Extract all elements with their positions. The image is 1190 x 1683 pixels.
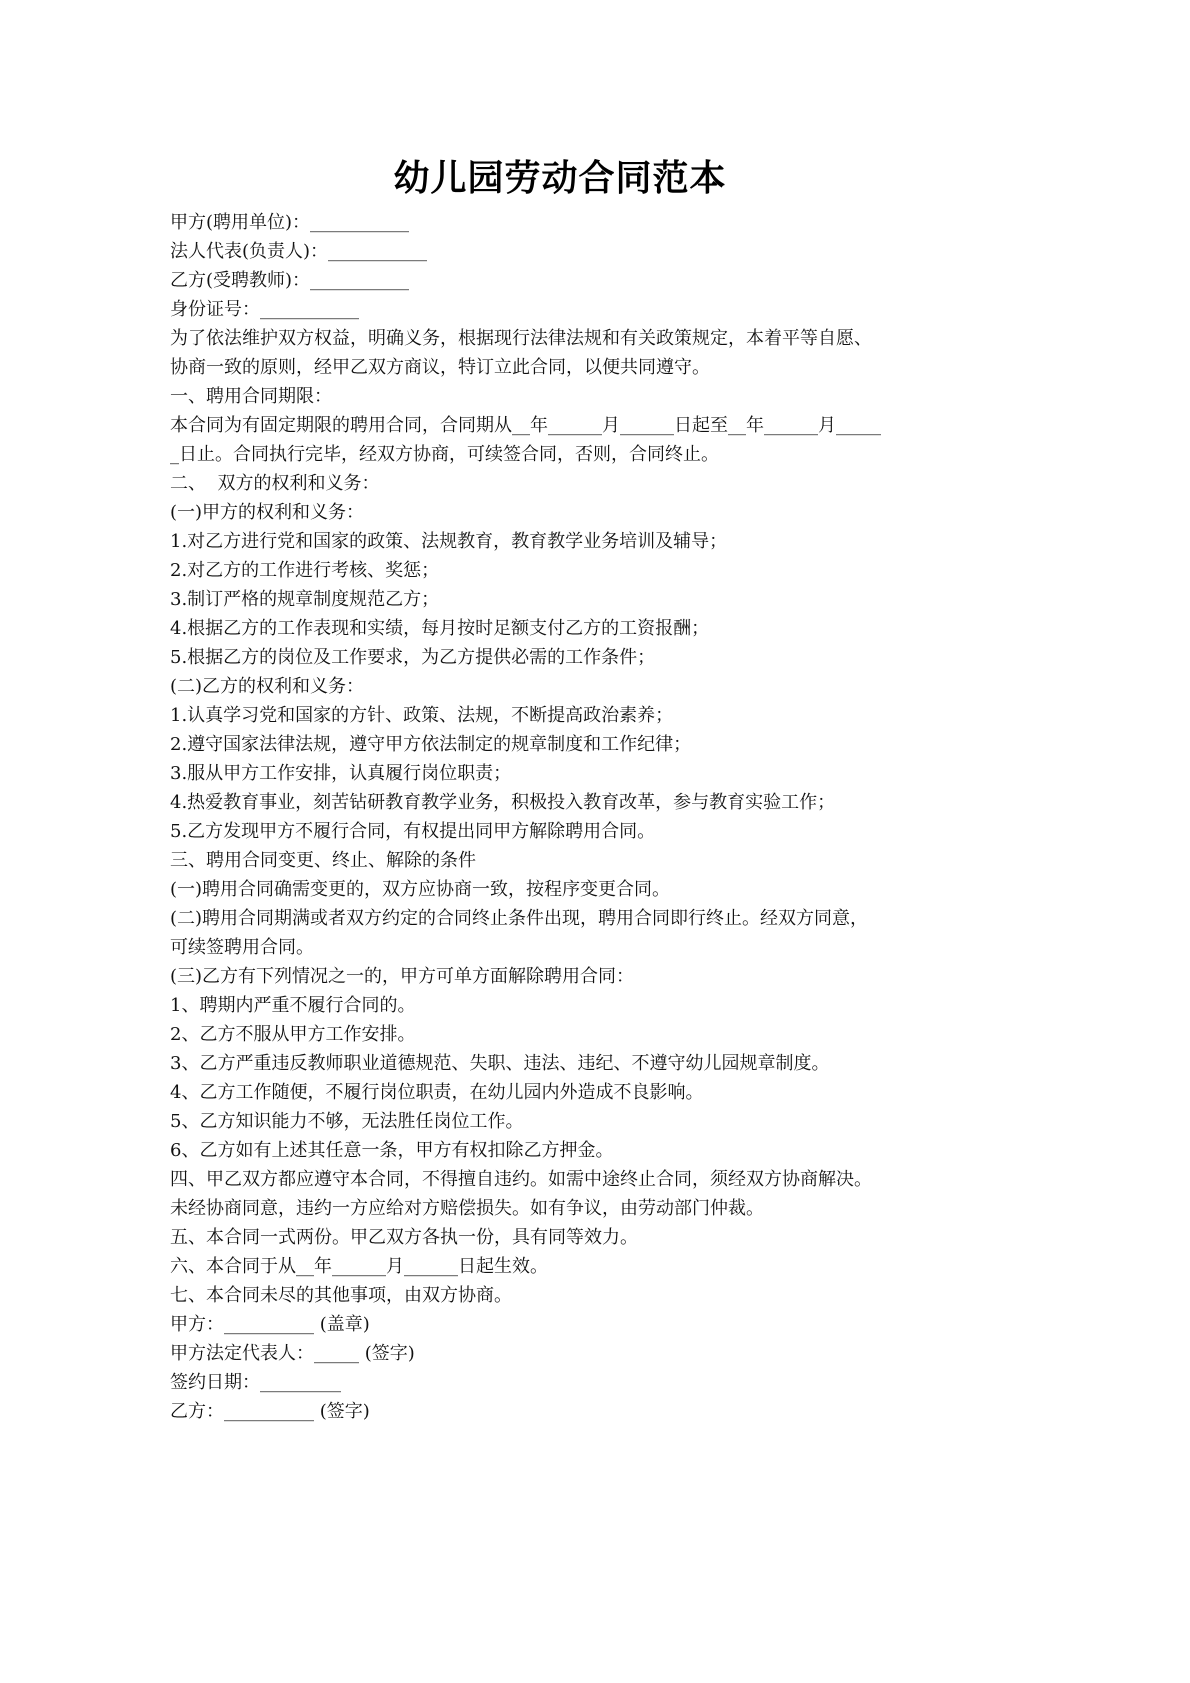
body-line: 为了依法维护双方权益，明确义务，根据现行法律法规和有关政策规定，本着平等自愿、 — [170, 328, 872, 349]
subsection-heading: (二)乙方的权利和义务： — [170, 676, 365, 697]
signature-party-a — [170, 1310, 950, 1339]
field-label: 甲方(聘用单位)： — [170, 212, 311, 233]
field-blank: ___________ — [310, 212, 410, 233]
document-page — [170, 150, 950, 1426]
list-item: 6、乙方如有上述其任意一条，甲方有权扣除乙方押金。 — [170, 1140, 614, 1161]
list-item: 4.根据乙方的工作表现和实绩，每月按时足额支付乙方的工资报酬； — [170, 618, 710, 639]
signature-blank: __________ — [224, 1314, 314, 1335]
list-item: 4.热爱教育事业，刻苦钻研教育教学业务，积极投入教育改革，参与教育实验工作； — [170, 792, 836, 813]
body-line: _日止。合同执行完毕，经双方协商，可续签合同，否则，合同终止。 — [170, 444, 719, 465]
signature-legal-rep — [170, 1339, 950, 1368]
body-line: 可续签聘用合同。 — [170, 937, 314, 958]
field-party-b — [170, 266, 950, 295]
field-label: 乙方(受聘教师)： — [170, 270, 311, 291]
signature-label: 甲方： — [170, 1314, 224, 1335]
signature-note: (签字) — [364, 1343, 415, 1364]
subsection-item: (二)聘用合同期满或者双方约定的合同终止条件出现，聘用合同即行终止。经双方同意， — [170, 908, 869, 929]
section-heading: 七、本合同未尽的其他事项，由双方协商。 — [170, 1285, 512, 1306]
list-item: 5.根据乙方的岗位及工作要求，为乙方提供必需的工作条件； — [170, 647, 656, 668]
field-blank: ___________ — [310, 270, 410, 291]
signature-label: 签约日期： — [170, 1372, 260, 1393]
list-item: 5、乙方知识能力不够，无法胜任岗位工作。 — [170, 1111, 524, 1132]
field-label: 法人代表(负责人)： — [170, 241, 329, 262]
list-item: 1.对乙方进行党和国家的政策、法规教育，教育教学业务培训及辅导； — [170, 531, 728, 552]
field-party-a — [170, 208, 950, 237]
section-heading: 一、聘用合同期限： — [170, 386, 332, 407]
list-item: 1.认真学习党和国家的方针、政策、法规，不断提高政治素养； — [170, 705, 674, 726]
list-item: 5.乙方发现甲方不履行合同，有权提出同甲方解除聘用合同。 — [170, 821, 656, 842]
subsection-heading: (三)乙方有下列情况之一的，甲方可单方面解除聘用合同： — [170, 966, 635, 987]
field-legal-rep — [170, 237, 950, 266]
field-blank: ___________ — [328, 241, 428, 262]
signature-note: (盖章) — [319, 1314, 370, 1335]
section-heading: 三、聘用合同变更、终止、解除的条件 — [170, 850, 476, 871]
section-heading: 五、本合同一式两份。甲乙双方各执一份，具有同等效力。 — [170, 1227, 638, 1248]
signature-blank: __________ — [224, 1401, 314, 1422]
signature-date — [170, 1368, 950, 1397]
list-item: 3、乙方严重违反教师职业道德规范、失职、违法、违纪、不遵守幼儿园规章制度。 — [170, 1053, 830, 1074]
section-heading: 六、本合同于从__年______月______日起生效。 — [170, 1256, 548, 1277]
signature-blank: _________ — [260, 1372, 341, 1393]
signature-note: (签字) — [319, 1401, 370, 1422]
field-id-number — [170, 295, 950, 324]
list-item: 2、乙方不服从甲方工作安排。 — [170, 1024, 416, 1045]
field-label: 身份证号： — [170, 299, 260, 320]
section-heading: 四、甲乙双方都应遵守本合同，不得擅自违约。如需中途终止合同，须经双方协商解决。 — [170, 1169, 872, 1190]
list-item: 2.对乙方的工作进行考核、奖惩； — [170, 560, 440, 581]
subsection-heading: (一)甲方的权利和义务： — [170, 502, 365, 523]
body-line: 本合同为有固定期限的聘用合同，合同期从__年______月______日起至__年______月_____ — [170, 415, 881, 436]
list-item: 3.制订严格的规章制度规范乙方； — [170, 589, 440, 610]
list-item: 4、乙方工作随便，不履行岗位职责，在幼儿园内外造成不良影响。 — [170, 1082, 704, 1103]
list-item: 2.遵守国家法律法规，遵守甲方依法制定的规章制度和工作纪律； — [170, 734, 692, 755]
document-title: 幼儿园劳动合同范本 — [393, 158, 727, 199]
subsection-item: (一)聘用合同确需变更的，双方应协商一致，按程序变更合同。 — [170, 879, 671, 900]
signature-party-b — [170, 1397, 950, 1426]
field-blank: ___________ — [260, 299, 359, 320]
signature-blank: _____ — [314, 1343, 359, 1364]
section-heading: 二、 双方的权利和义务： — [170, 473, 380, 494]
list-item: 1、聘期内严重不履行合同的。 — [170, 995, 416, 1016]
document-body — [170, 208, 950, 1426]
list-item: 3.服从甲方工作安排，认真履行岗位职责； — [170, 763, 512, 784]
body-line: 未经协商同意，违约一方应给对方赔偿损失。如有争议，由劳动部门仲裁。 — [170, 1198, 764, 1219]
signature-label: 乙方： — [170, 1401, 224, 1422]
signature-label: 甲方法定代表人： — [170, 1343, 314, 1364]
body-line: 协商一致的原则，经甲乙双方商议，特订立此合同，以便共同遵守。 — [170, 357, 710, 378]
